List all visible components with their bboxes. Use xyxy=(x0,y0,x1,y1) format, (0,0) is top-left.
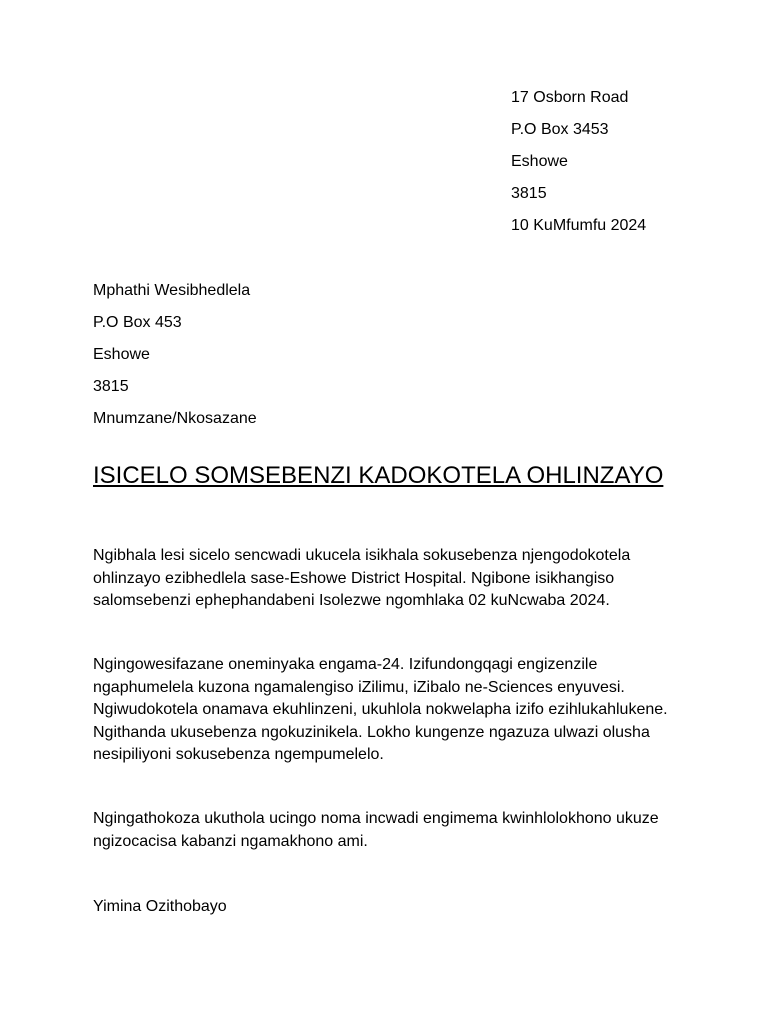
salutation: Mnumzane/Nkosazane xyxy=(93,410,257,427)
recipient-postal-code: 3815 xyxy=(93,378,129,395)
sender-address xyxy=(511,86,646,246)
recipient-address xyxy=(93,279,257,439)
recipient-title: Mphathi Wesibhedlela xyxy=(93,282,251,299)
letter-date: 10 KuMfumfu 2024 xyxy=(511,217,647,234)
sender-postal-code: 3815 xyxy=(511,185,547,202)
body-paragraph-2: Ngingowesifazane oneminyaka engama-24. Izifundongqagi engizenzile ngaphumelela kuzona ngamalengiso iZilimu, iZibalo ne-Sciences enyuvesi. Ngiwudokotela onamava ekuhlinzeni, ukuhlola nokwelapha izifo ezihlukahlukene. Ngithanda ukusebenza ngokuzinikela. Lokho kungenze ngazuza ulwazi olusha nesipiliyoni sokusebenza ngempumelelo. xyxy=(93,656,668,763)
recipient-town: Eshowe xyxy=(93,346,150,363)
body-paragraph-1: Ngibhala lesi sicelo sencwadi ukucela isikhala sokusebenza njengodokotela ohlinzayo ezibhedlela sase-Eshowe District Hospital. Ngibone isikhangiso salomsebenzi ephephandabeni Isolezwe ngomhlaka 02 kuNcwaba 2024. xyxy=(93,547,631,609)
sender-po-box: P.O Box 3453 xyxy=(511,121,609,138)
recipient-po-box: P.O Box 453 xyxy=(93,314,182,331)
sender-town: Eshowe xyxy=(511,153,568,170)
sender-street: 17 Osborn Road xyxy=(511,89,629,106)
body-paragraph-3: Ngingathokoza ukuthola ucingo noma incwadi engimema kwinhlolokhono ukuze ngizocacisa kabanzi ngamakhono ami. xyxy=(93,810,659,850)
closing-signoff: Yimina Ozithobayo xyxy=(93,898,227,915)
letter-heading: ISICELO SOMSEBENZI KADOKOTELA OHLINZAYO xyxy=(93,462,664,489)
